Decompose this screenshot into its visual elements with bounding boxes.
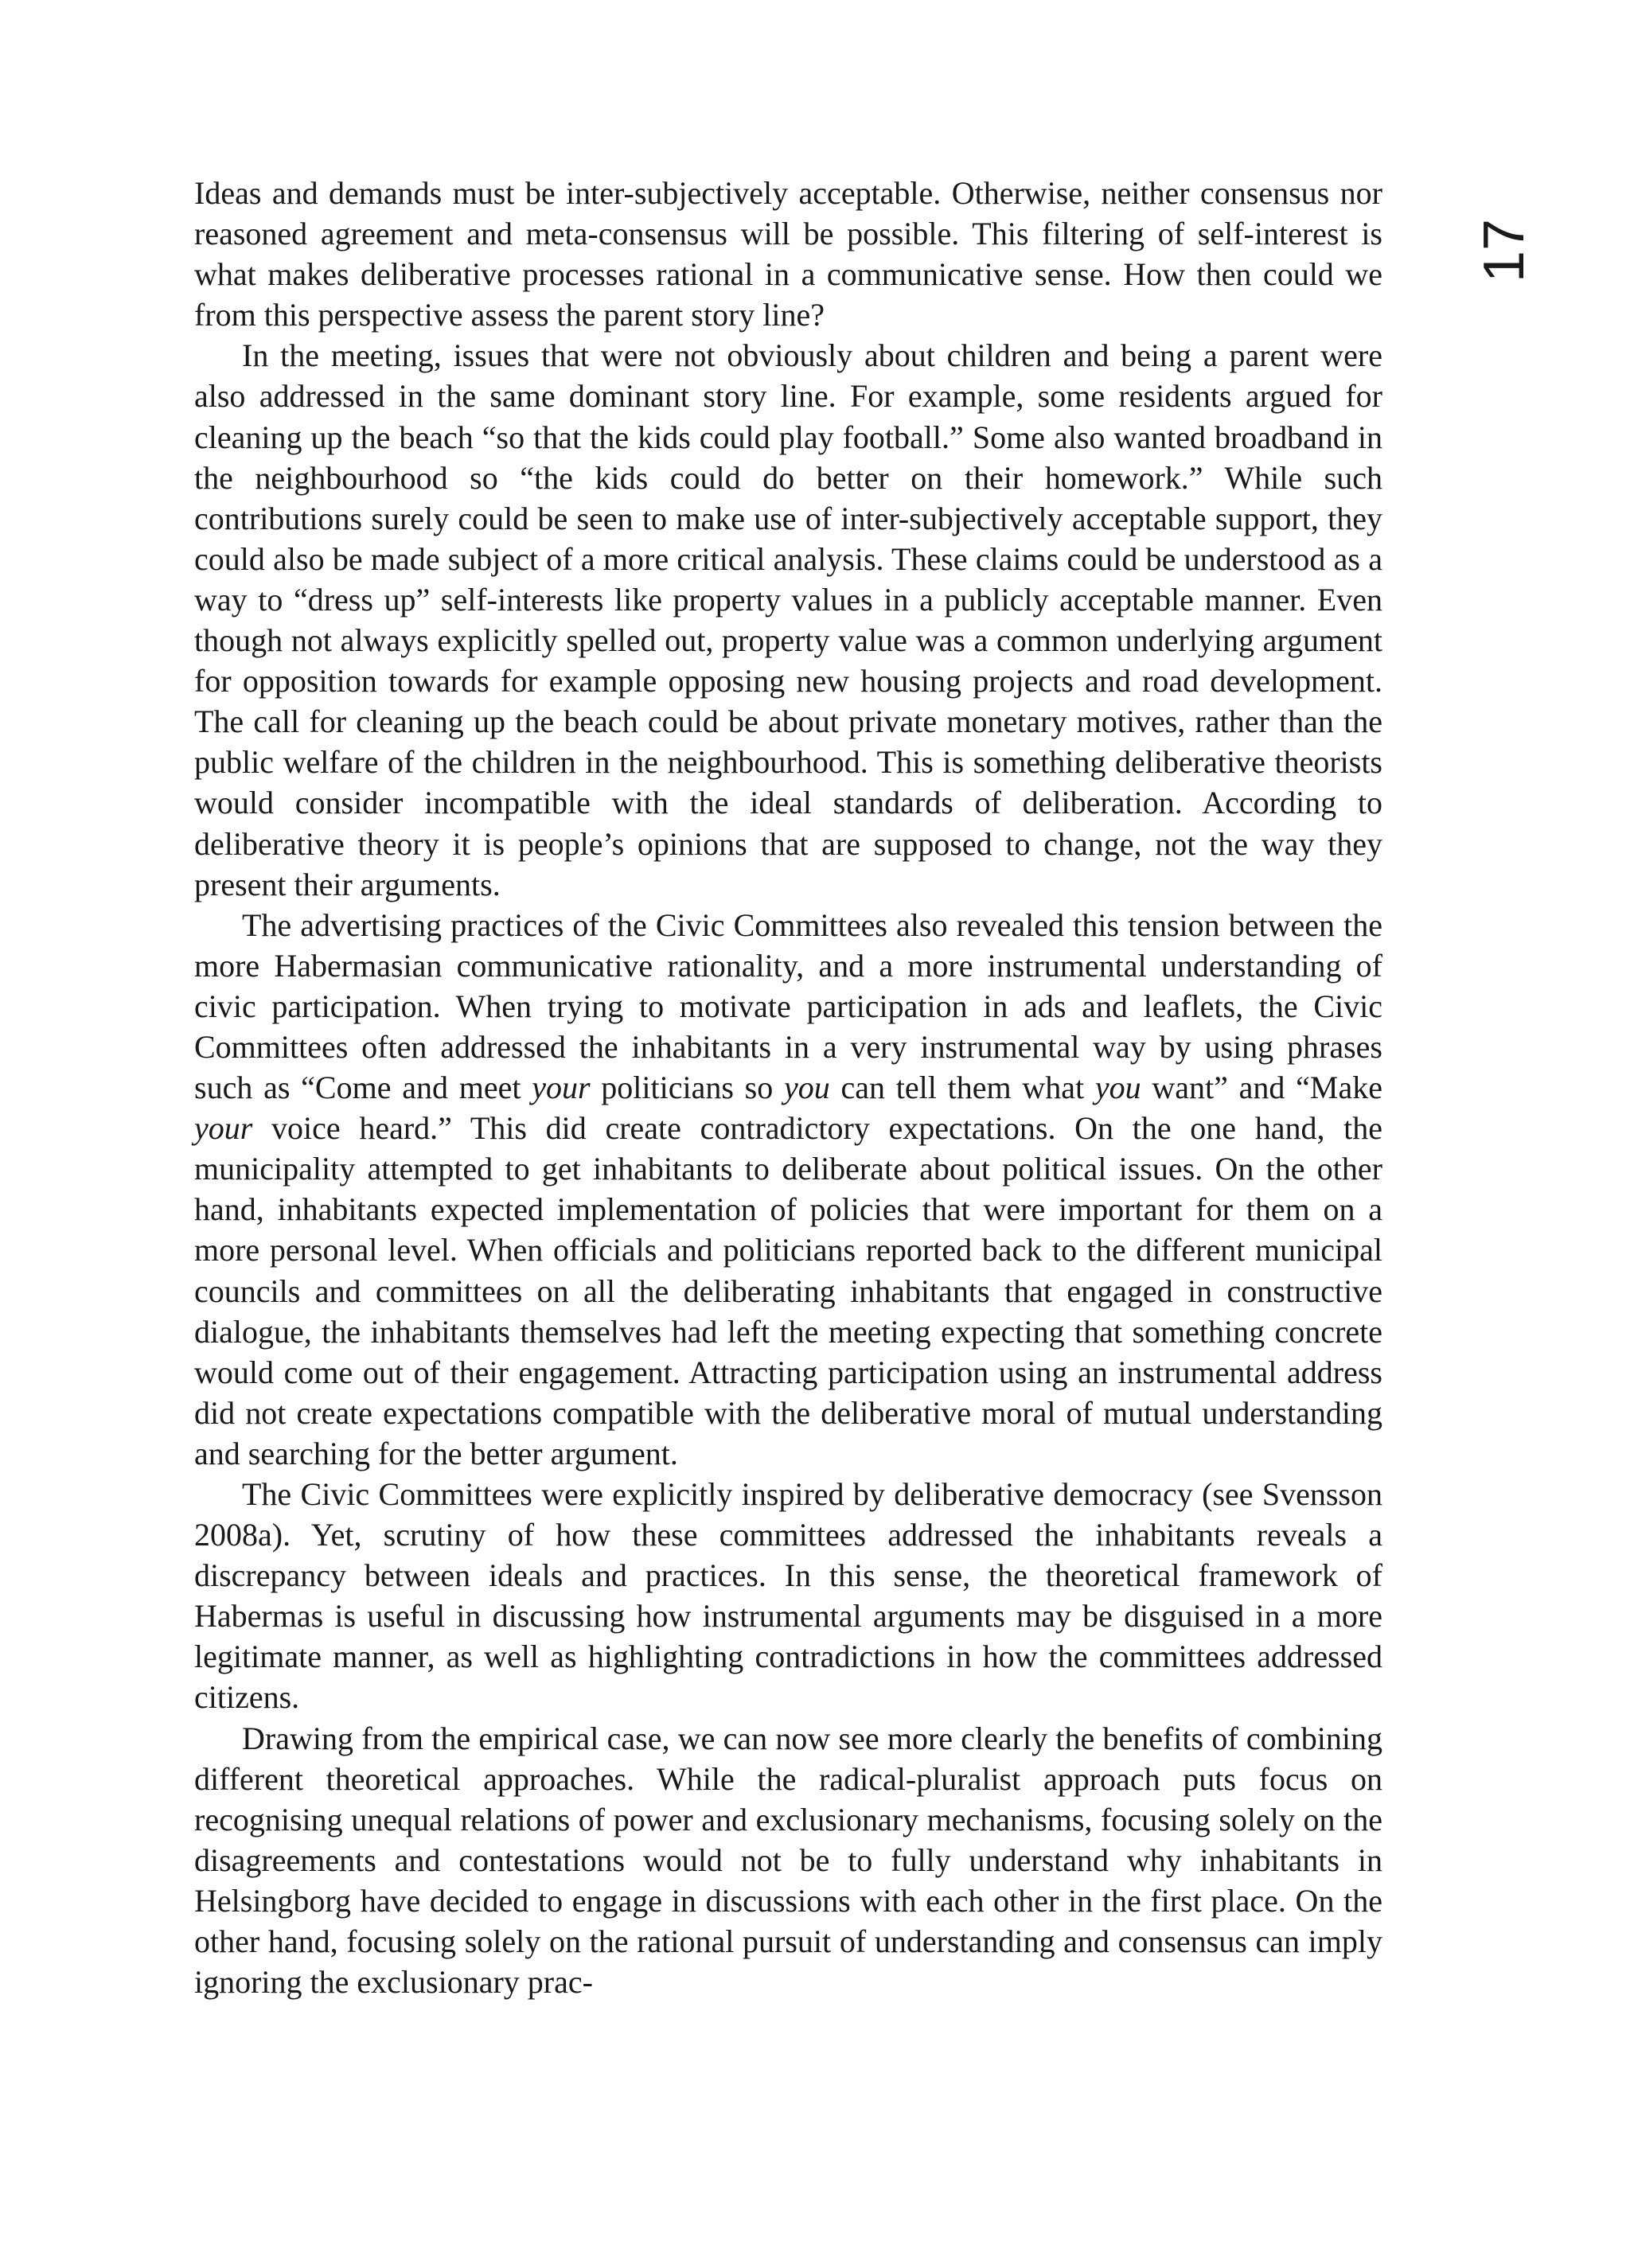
text-run: The Civic Committees were explicitly inspired by deliberative democracy (see Svensson 2008a). Yet, scrutiny of how these committees addressed the inhabitants reveals a discrepancy between ideals and practices. In this sense, the theoretical framework of Habermas is useful in discussing how instrumental arguments may be disguised in a more legitimate manner, as well as highlighting contradictions in how the committees addressed citizens. bbox=[194, 1476, 1382, 1716]
text-run: In the meeting, issues that were not obviously about children and being a parent were also addressed in the same dominant story line. For example, some residents argued for cleaning up the beach “so that the kids could play football.” Some also wanted broadband in the neighbourhood so “the kids could do better on their homework.” While such contributions surely could be seen to make use of inter-subjectively acceptable support, they could also be made subject of a more critical analysis. These claims could be understood as a way to “dress up” self-interests like property values in a publicly acceptable manner. Even though not always explicitly spelled out, property value was a common underlying argument for opposition towards for example opposing new housing projects and road development. The call for cleaning up the beach could be about private monetary motives, rather than the public welfare of the children in the neighbourhood. This is something deliberative theorists would consider incompatible with the ideal standards of deliberation. According to deliberative theory it is people’s opinions that are supposed to change, not the way they present their arguments. bbox=[194, 337, 1382, 902]
body-text bbox=[194, 173, 1382, 2002]
emphasis-text: you bbox=[784, 1070, 830, 1106]
text-run: Ideas and demands must be inter-subjectively acceptable. Otherwise, neither consensus nor reasoned agreement and meta-consensus will be possible. This filtering of self-interest is what makes deliberative processes rational in a communicative sense. How then could we from this perspective assess the parent story line? bbox=[194, 175, 1382, 333]
paragraph bbox=[194, 1474, 1382, 1718]
paragraph bbox=[194, 335, 1382, 904]
text-run: want” and “Make bbox=[1141, 1070, 1382, 1106]
page-number: 17 bbox=[1472, 218, 1536, 283]
paragraph bbox=[194, 905, 1382, 1474]
emphasis-text: your bbox=[532, 1070, 591, 1106]
text-run: politicians so bbox=[590, 1070, 784, 1106]
text-run: The advertising practices of the Civic Committees also revealed this tension between the more Habermasian communicative rationality, and a more instrumental understanding of civic participation. When trying to motivate participation in ads and leaflets, the Civic Committees often addressed the inhabitants in a very instrumental way by using phrases such as “Come and meet bbox=[194, 906, 1382, 1106]
emphasis-text: your bbox=[194, 1110, 253, 1147]
text-run: Drawing from the empirical case, we can now see more clearly the benefits of combining different theoretical approaches. While the radical-pluralist approach puts focus on recognising unequal relations of power and exclusionary mechanisms, focusing solely on the disagreements and contestations would not be to fully understand why inhabitants in Helsingborg have decided to engage in discussions with each other in the first place. On the other hand, focusing solely on the rational pursuit of understanding and consensus can imply ignoring the exclusionary prac- bbox=[194, 1720, 1382, 2001]
paragraph bbox=[194, 1718, 1382, 2003]
text-run: voice heard.” This did create contradictory expectations. On the one hand, the municipality attempted to get inhabitants to deliberate about political issues. On the other hand, inhabitants expected implementation of policies that were important for them on a more personal level. When officials and politicians reported back to the different municipal councils and committees on all the deliberating inhabitants that engaged in constructive dialogue, the inhabitants themselves had left the meeting expecting that something concrete would come out of their engagement. Attracting participation using an instrumental address did not create expectations compatible with the deliberative moral of mutual understanding and searching for the better argument. bbox=[194, 1110, 1382, 1471]
text-run: can tell them what bbox=[829, 1070, 1095, 1106]
emphasis-text: you bbox=[1094, 1070, 1141, 1106]
paragraph bbox=[194, 173, 1382, 335]
